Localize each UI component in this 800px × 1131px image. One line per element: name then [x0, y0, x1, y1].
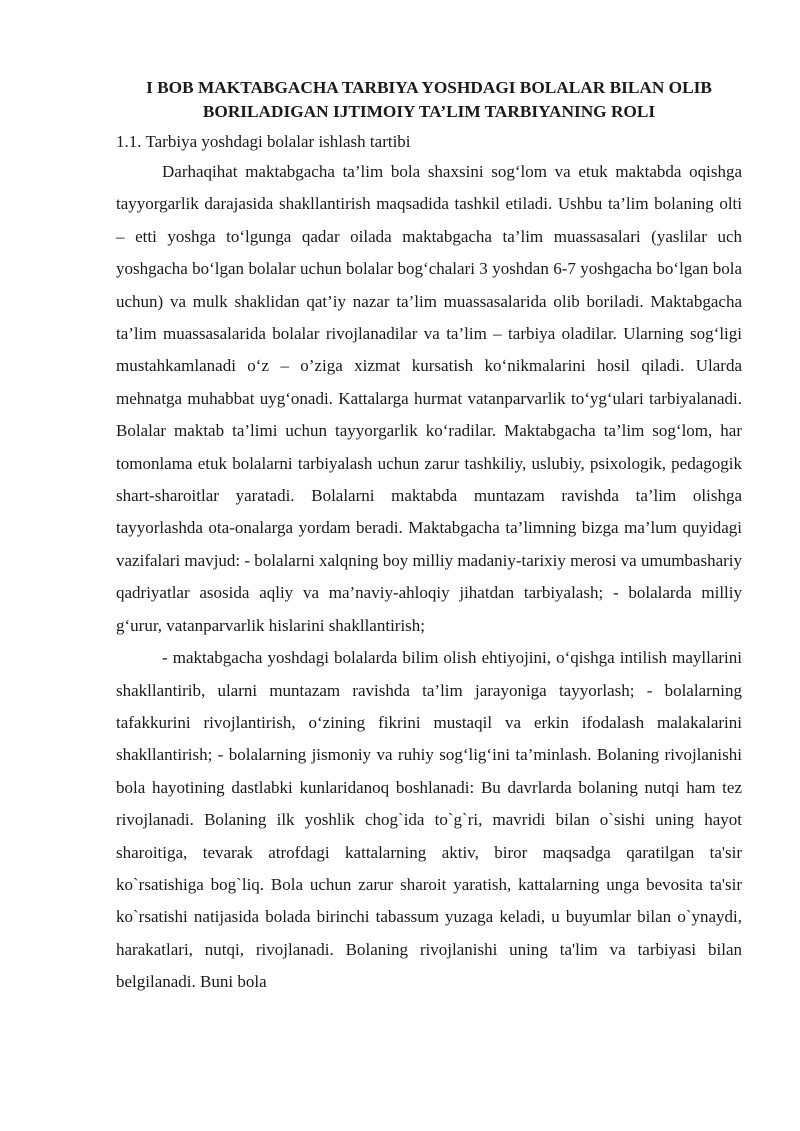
- section-heading: 1.1. Tarbiya yoshdagi bolalar ishlash tartibi: [116, 132, 411, 151]
- body-paragraph-2: - maktabgacha yoshdagi bolalarda bilim olish ehtiyojini, o‘qishga intilish mayllarini shakllantirib, ularni muntazam ravishda ta’lim jarayoniga tayyorlash; - bolalarning tafakkurini rivojlantirish, o‘zining fikrini mustaqil va erkin ifodalash malakalarini shakllantirish; - bolalarning jismoniy va ruhiy sog‘lig‘ini ta’minlash. Bolaning rivojlanishi bola hayotining dastlabki kunlaridanoq boshlanadi: Bu davrlarda bolaning nutqi ham tez rivojlanadi. Bolaning ilk yoshlik chog`ida to`g`ri, mavridi bilan o`sishi uning hayot sharoitiga, tevarak atrofdagi kattalarning aktiv, biror maqsadga qaratilgan ta'sir ko`rsatishiga bog`liq. Bola uchun zarur sharoit yaratish, kattalarning unga bevosita ta'sir ko`rsatishi natijasida bolada birinchi tabassum yuzaga keladi, u buyumlar bilan o`ynaydi, harakatlari, nutqi, rivojlanadi. Bolaning rivojlanishi uning ta'lim va tarbiyasi bilan belgilanadi. Buni bola: [116, 648, 742, 992]
- body-paragraph-1: Darhaqihat maktabgacha ta’lim bola shaxsini sog‘lom va etuk maktabda oqishga tayyorgarlik darajasida shakllantirish maqsadida tashkil etiladi. Ushbu ta’lim bolaning olti – etti yoshga to‘lgunga qadar oilada maktabgacha ta’lim muassasalari (yaslilar uch yoshgacha bo‘lgan bolalar uchun bolalar bog‘chalari 3 yoshdan 6-7 yoshgacha bo‘lgan bola uchun) va mulk shaklidan qat’iy nazar ta’lim muassasalarida olib boriladi. Maktabgacha ta’lim muassasalarida bolalar rivojlanadilar va ta’lim – tarbiya oladilar. Ularning sog‘ligi mustahkamlanadi o‘z – o’ziga xizmat kursatish ko‘nikmalarini hosil qiladi. Ularda mehnatga muhabbat uyg‘onadi. Kattalarga hurmat vatanparvarlik to‘yg‘ulari tarbiyalanadi. Bolalar maktab ta’limi uchun tayyorgarlik ko‘radilar. Maktabgacha ta’lim sog‘lom, har tomonlama etuk bolalarni tarbiyalash uchun zarur tashkiliy, uslubiy, psixologik, pedagogik shart-sharoitlar yaratadi. Bolalarni maktabda muntazam ravishda ta’lim olishga tayyorlashda ota-onalarga yordam beradi. Maktabgacha ta’limning bizga ma’lum quyidagi vazifalari mavjud: - bolalarni xalqning boy milliy madaniy-tarixiy merosi va umumbashariy qadriyatlar asosida aqliy va ma’naviy-ahloqiy jihatdan tarbiyalash; - bolalarda milliy g‘urur, vatanparvarlik hislarini shakllantirish;: [116, 162, 743, 635]
- chapter-title: [116, 76, 742, 124]
- chapter-title-line-1: I BOB MAKTABGACHA TARBIYA YOSHDAGI BOLALAR BILAN OLIB: [146, 78, 712, 97]
- chapter-title-line-2: BORILADIGAN IJTIMOIY TA’LIM TARBIYANING ROLI: [202, 102, 656, 121]
